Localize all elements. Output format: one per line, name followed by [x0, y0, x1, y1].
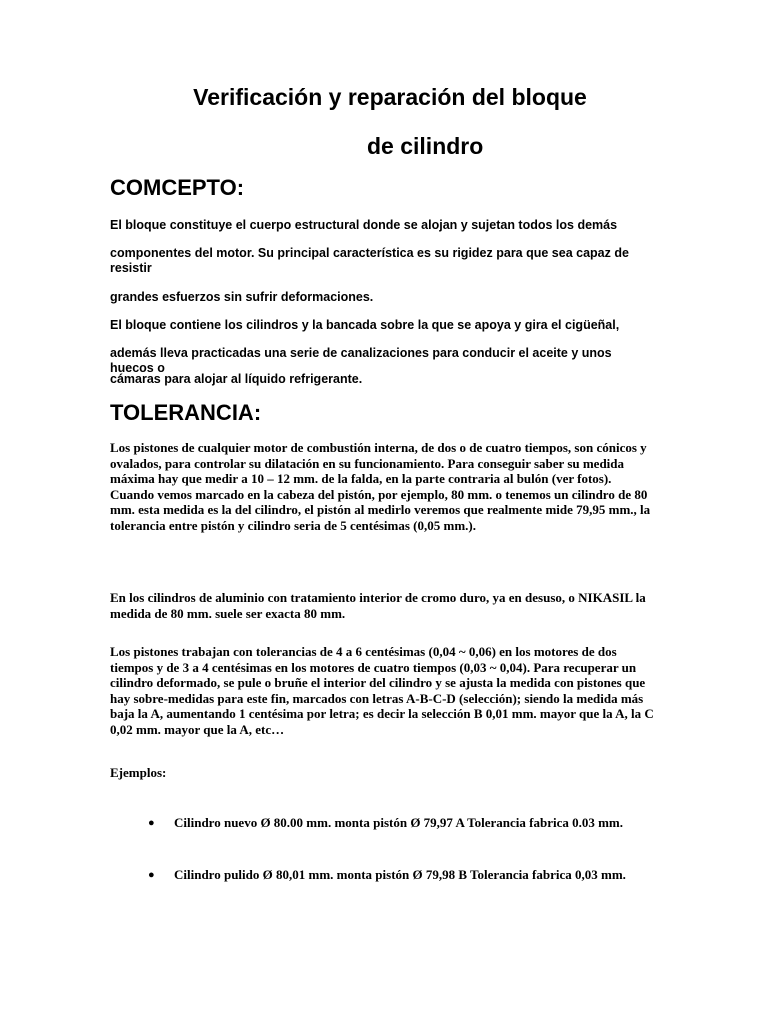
concepto-paragraph: además lleva practicadas una serie de canalizaciones para conducir el aceite y unos huecos o	[110, 346, 612, 375]
bullet-icon: ●	[148, 817, 155, 829]
concepto-paragraph: componentes del motor. Su principal característica es su rigidez para que sea capaz de resistir	[110, 246, 629, 275]
document-title-line-1: Verificación y reparación del bloque	[193, 84, 587, 110]
document-title-line-2: de cilindro	[367, 133, 484, 159]
concepto-paragraph: El bloque contiene los cilindros y la bancada sobre la que se apoya y gira el cigüeñal,	[110, 318, 620, 332]
tolerancia-paragraph-1b: Cuando vemos marcado en la cabeza del pistón, por ejemplo, 80 mm. o tenemos un cilindro de 80 mm. esta medida es la del cilindro, el pistón al medirlo veremos que realmente mide 79,95 mm., la tolerancia entre pistón y cilindro seria de 5 centésimas (0,05 mm.).	[110, 486, 651, 533]
example-text: Cilindro pulido Ø 80,01 mm. monta pistón Ø 79,98 B Tolerancia fabrica 0,03 mm.	[174, 867, 626, 882]
concepto-paragraph: El bloque constituye el cuerpo estructural donde se alojan y sujetan todos los demás	[110, 218, 618, 232]
bullet-icon: ●	[148, 869, 155, 881]
concepto-paragraph: grandes esfuerzos sin sufrir deformaciones.	[110, 290, 374, 304]
examples-label: Ejemplos:	[110, 765, 167, 780]
tolerancia-paragraph-3: Los pistones trabajan con tolerancias de 4 a 6 centésimas (0,04 ~ 0,06) en los motores de dos tiempos y de 3 a 4 centésimas en los motores de cuatro tiempos (0,03 ~ 0,04). Para recuperar un cilindro deformado, se pule o bruñe el interior del cilindro y se ajusta la medida con pistones que hay sobre-medidas para este fin, marcados con letras A-B-C-D (selección); siendo la medida más baja la A, aumentando 1 centésima por letra; es decir la selección B 0,01 mm. mayor que la A, la C 0,02 mm. mayor que la A, etc…	[110, 644, 654, 737]
tolerancia-paragraph-1a: Los pistones de cualquier motor de combustión interna, de dos o de cuatro tiempos, son cónicos y ovalados, para controlar su dilatación en su funcionamiento. Para conseguir saber su medida máxima hay que medir a 10 – 12 mm. de la falda, en la parte contraria al bulón (ver fotos).	[110, 440, 647, 486]
tolerancia-paragraph-2: En los cilindros de aluminio con tratamiento interior de cromo duro, ya en desuso, o NIKASIL la medida de 80 mm. suele ser exacta 80 mm.	[110, 590, 646, 621]
tolerancia-heading: TOLERANCIA:	[110, 400, 262, 425]
concepto-heading: COMCEPTO:	[110, 175, 245, 200]
concepto-paragraph: cámaras para alojar al líquido refrigerante.	[110, 372, 363, 386]
tolerancia-paragraph-1	[110, 440, 658, 533]
example-text: Cilindro nuevo Ø 80.00 mm. monta pistón Ø 79,97 A Tolerancia fabrica 0.03 mm.	[174, 815, 624, 830]
